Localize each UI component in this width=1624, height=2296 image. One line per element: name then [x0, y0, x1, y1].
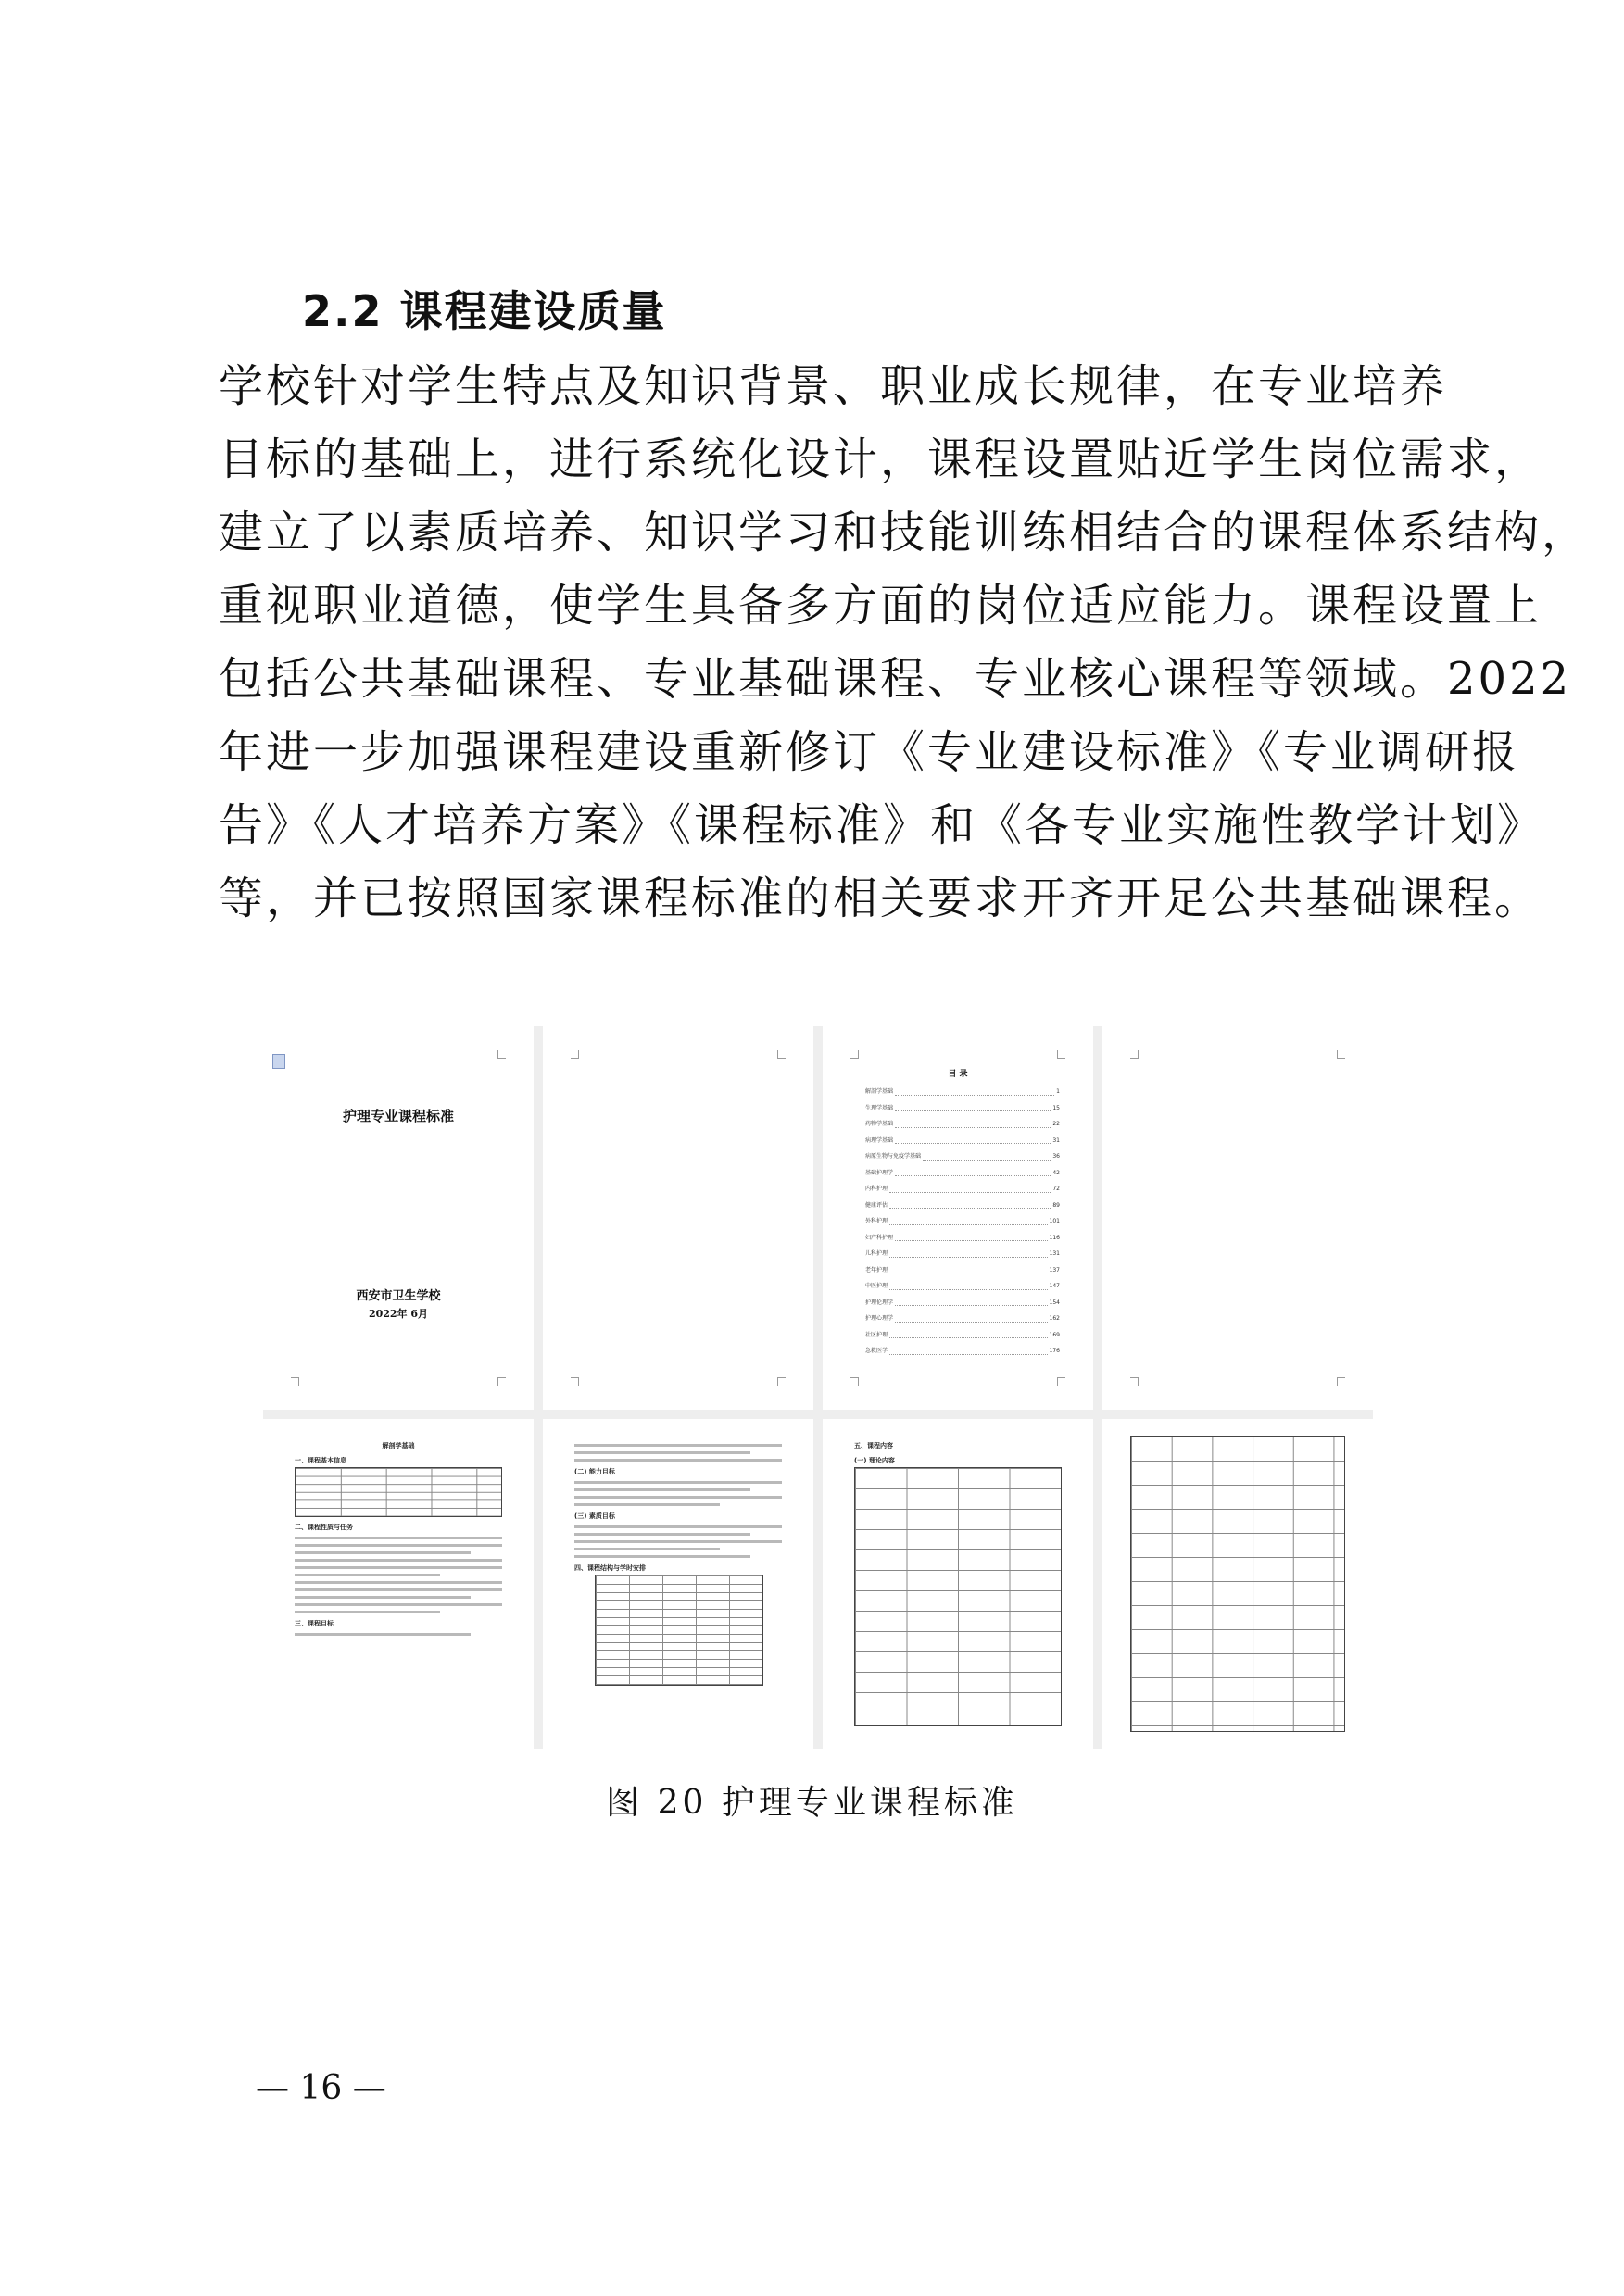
- toc-entry: [865, 1133, 1060, 1149]
- corner-mark: [777, 1377, 786, 1386]
- toc-entry-name: 药物学基础: [865, 1121, 894, 1127]
- corner-mark: [571, 1377, 579, 1386]
- thumbnail-course-page: [543, 1419, 813, 1749]
- corner-mark: [1130, 1377, 1139, 1386]
- toc-entry-page: 137: [1049, 1266, 1060, 1273]
- toc-entry-page: 176: [1049, 1348, 1060, 1354]
- toc-entry-page: 15: [1052, 1104, 1060, 1111]
- toc-entry-page: 1: [1056, 1088, 1060, 1095]
- corner-mark: [1337, 1050, 1345, 1059]
- corner-mark: [1057, 1377, 1065, 1386]
- toc-entry-page: 131: [1049, 1250, 1060, 1257]
- toc-entry: [865, 1278, 1060, 1295]
- corner-mark: [571, 1050, 579, 1059]
- content-table: [1130, 1436, 1345, 1732]
- page-number: — 16 —: [256, 2069, 386, 2107]
- corner-mark: [850, 1050, 859, 1059]
- toc-entry: [865, 1198, 1060, 1214]
- hours-table: [595, 1575, 762, 1686]
- toc-entry-name: 健康评估: [865, 1201, 888, 1209]
- section-heading: 2.2 课程建设质量: [302, 286, 667, 336]
- corner-mark: [497, 1050, 506, 1059]
- toc-entry-name: 老年护理: [865, 1266, 888, 1273]
- page-title: 解剖学基础: [382, 1442, 415, 1449]
- toc-entry-page: 72: [1052, 1186, 1060, 1192]
- corner-mark: [1130, 1050, 1139, 1059]
- toc-entry: [865, 1181, 1060, 1198]
- paragraph-line: 告》《人才培养方案》《课程标准》和《各专业实施性教学计划》: [219, 799, 1545, 851]
- page-text-block: [574, 1439, 782, 1686]
- toc-entry-name: 护理伦理学: [865, 1299, 894, 1306]
- toc-entry-name: 生理学基础: [865, 1104, 894, 1111]
- paragraph-line: 包括公共基础课程、专业基础课程、专业核心课程等领域。2022: [219, 653, 1572, 705]
- paragraph-line: 年进一步加强课程建设重新修订《专业建设标准》《专业调研报: [219, 726, 1520, 778]
- thumbnail-cover-page: [263, 1026, 534, 1410]
- body-paragraph: [219, 350, 1590, 935]
- toc-entry-page: 169: [1049, 1331, 1060, 1338]
- toc-entry-name: 社区护理: [865, 1331, 888, 1338]
- toc-entry: [865, 1343, 1060, 1360]
- info-table: [295, 1467, 502, 1517]
- toc-entry-page: 154: [1049, 1299, 1060, 1306]
- toc-entry: [865, 1295, 1060, 1311]
- thumbnail-course-page: [263, 1419, 534, 1749]
- cover-date: 2022年 6月: [368, 1308, 429, 1320]
- toc-entry-page: 147: [1049, 1283, 1060, 1289]
- content-table: [854, 1467, 1062, 1726]
- corner-mark: [291, 1377, 299, 1386]
- document-icon: [272, 1054, 285, 1069]
- page-subheading: (二) 能力目标: [574, 1468, 615, 1475]
- paragraph-line: 等，并已按照国家课程标准的相关要求开齐开足公共基础课程。: [219, 872, 1542, 924]
- toc-entry-page: 162: [1049, 1315, 1060, 1322]
- toc-entry-name: 护理心理学: [865, 1315, 894, 1322]
- page-text-block: [295, 1436, 502, 1640]
- toc-entry: [865, 1246, 1060, 1262]
- thumbnail-blank-page: [1102, 1026, 1373, 1410]
- toc-entry-page: 36: [1052, 1153, 1060, 1160]
- cover-title: 护理专业课程标准: [342, 1108, 454, 1124]
- toc-entry-name: 内科护理: [865, 1186, 888, 1192]
- toc-entry-page: 31: [1052, 1136, 1060, 1144]
- page-subheading: 二、课程性质与任务: [295, 1524, 353, 1531]
- toc-entry-page: 116: [1049, 1234, 1060, 1241]
- toc-entry: [865, 1230, 1060, 1247]
- toc-entry: [865, 1100, 1060, 1117]
- paragraph-line: 学校针对学生特点及知识背景、职业成长规律，在专业培养: [219, 360, 1448, 412]
- toc-entry-page: 89: [1052, 1201, 1060, 1209]
- toc-entry-name: 基础护理学: [865, 1169, 894, 1176]
- toc-entry-name: 儿科护理: [865, 1250, 888, 1257]
- toc-entry-name: 急救医学: [865, 1348, 888, 1354]
- figure-document-thumbnails: [263, 1026, 1373, 1749]
- toc-list: [865, 1084, 1060, 1360]
- corner-mark: [777, 1050, 786, 1059]
- toc-title: 目 录: [948, 1070, 968, 1079]
- thumbnail-toc-page: [823, 1026, 1093, 1410]
- page-subheading: 一、课程基本信息: [295, 1457, 346, 1464]
- paragraph-line: 建立了以素质培养、知识学习和技能训练相结合的课程体系结构，: [219, 507, 1590, 558]
- toc-entry-name: 外科护理: [865, 1218, 888, 1224]
- thumbnail-course-page: [1102, 1419, 1373, 1749]
- toc-entry: [865, 1213, 1060, 1230]
- page-subheading: 三、课程目标: [295, 1620, 334, 1627]
- page-subheading: (一) 理论内容: [854, 1457, 895, 1464]
- toc-entry: [865, 1165, 1060, 1182]
- cover-school: 西安市卫生学校: [356, 1289, 441, 1303]
- toc-entry-name: 妇产科护理: [865, 1234, 894, 1241]
- corner-mark: [1057, 1050, 1065, 1059]
- page-text-block: [854, 1436, 1062, 1726]
- toc-entry-name: 病原生物与免疫学基础: [865, 1153, 922, 1160]
- toc-entry: [865, 1327, 1060, 1344]
- paragraph-line: 目标的基础上，进行系统化设计，课程设置贴近学生岗位需求，: [219, 433, 1542, 485]
- toc-entry-name: 解剖学基础: [865, 1088, 894, 1095]
- toc-entry-name: 中医护理: [865, 1283, 888, 1289]
- corner-mark: [850, 1377, 859, 1386]
- paragraph-line: 重视职业道德，使学生具备多方面的岗位适应能力。课程设置上: [219, 580, 1542, 632]
- corner-mark: [497, 1377, 506, 1386]
- corner-mark: [1337, 1377, 1345, 1386]
- toc-entry: [865, 1084, 1060, 1100]
- toc-entry: [865, 1116, 1060, 1133]
- thumbnail-course-page: [823, 1419, 1093, 1749]
- toc-entry: [865, 1262, 1060, 1279]
- figure-caption: 图 20 护理专业课程标准: [606, 1784, 1018, 1822]
- toc-entry: [865, 1148, 1060, 1165]
- toc-entry: [865, 1311, 1060, 1327]
- page-subheading: 五、课程内容: [854, 1442, 893, 1449]
- thumbnail-blank-page: [543, 1026, 813, 1410]
- toc-entry-name: 病理学基础: [865, 1136, 894, 1144]
- toc-entry-page: 42: [1052, 1169, 1060, 1176]
- toc-entry-page: 101: [1049, 1218, 1060, 1224]
- page-subheading: 四、课程结构与学时安排: [574, 1564, 646, 1572]
- page-subheading: (三) 素质目标: [574, 1512, 615, 1520]
- toc-entry-page: 22: [1052, 1121, 1060, 1127]
